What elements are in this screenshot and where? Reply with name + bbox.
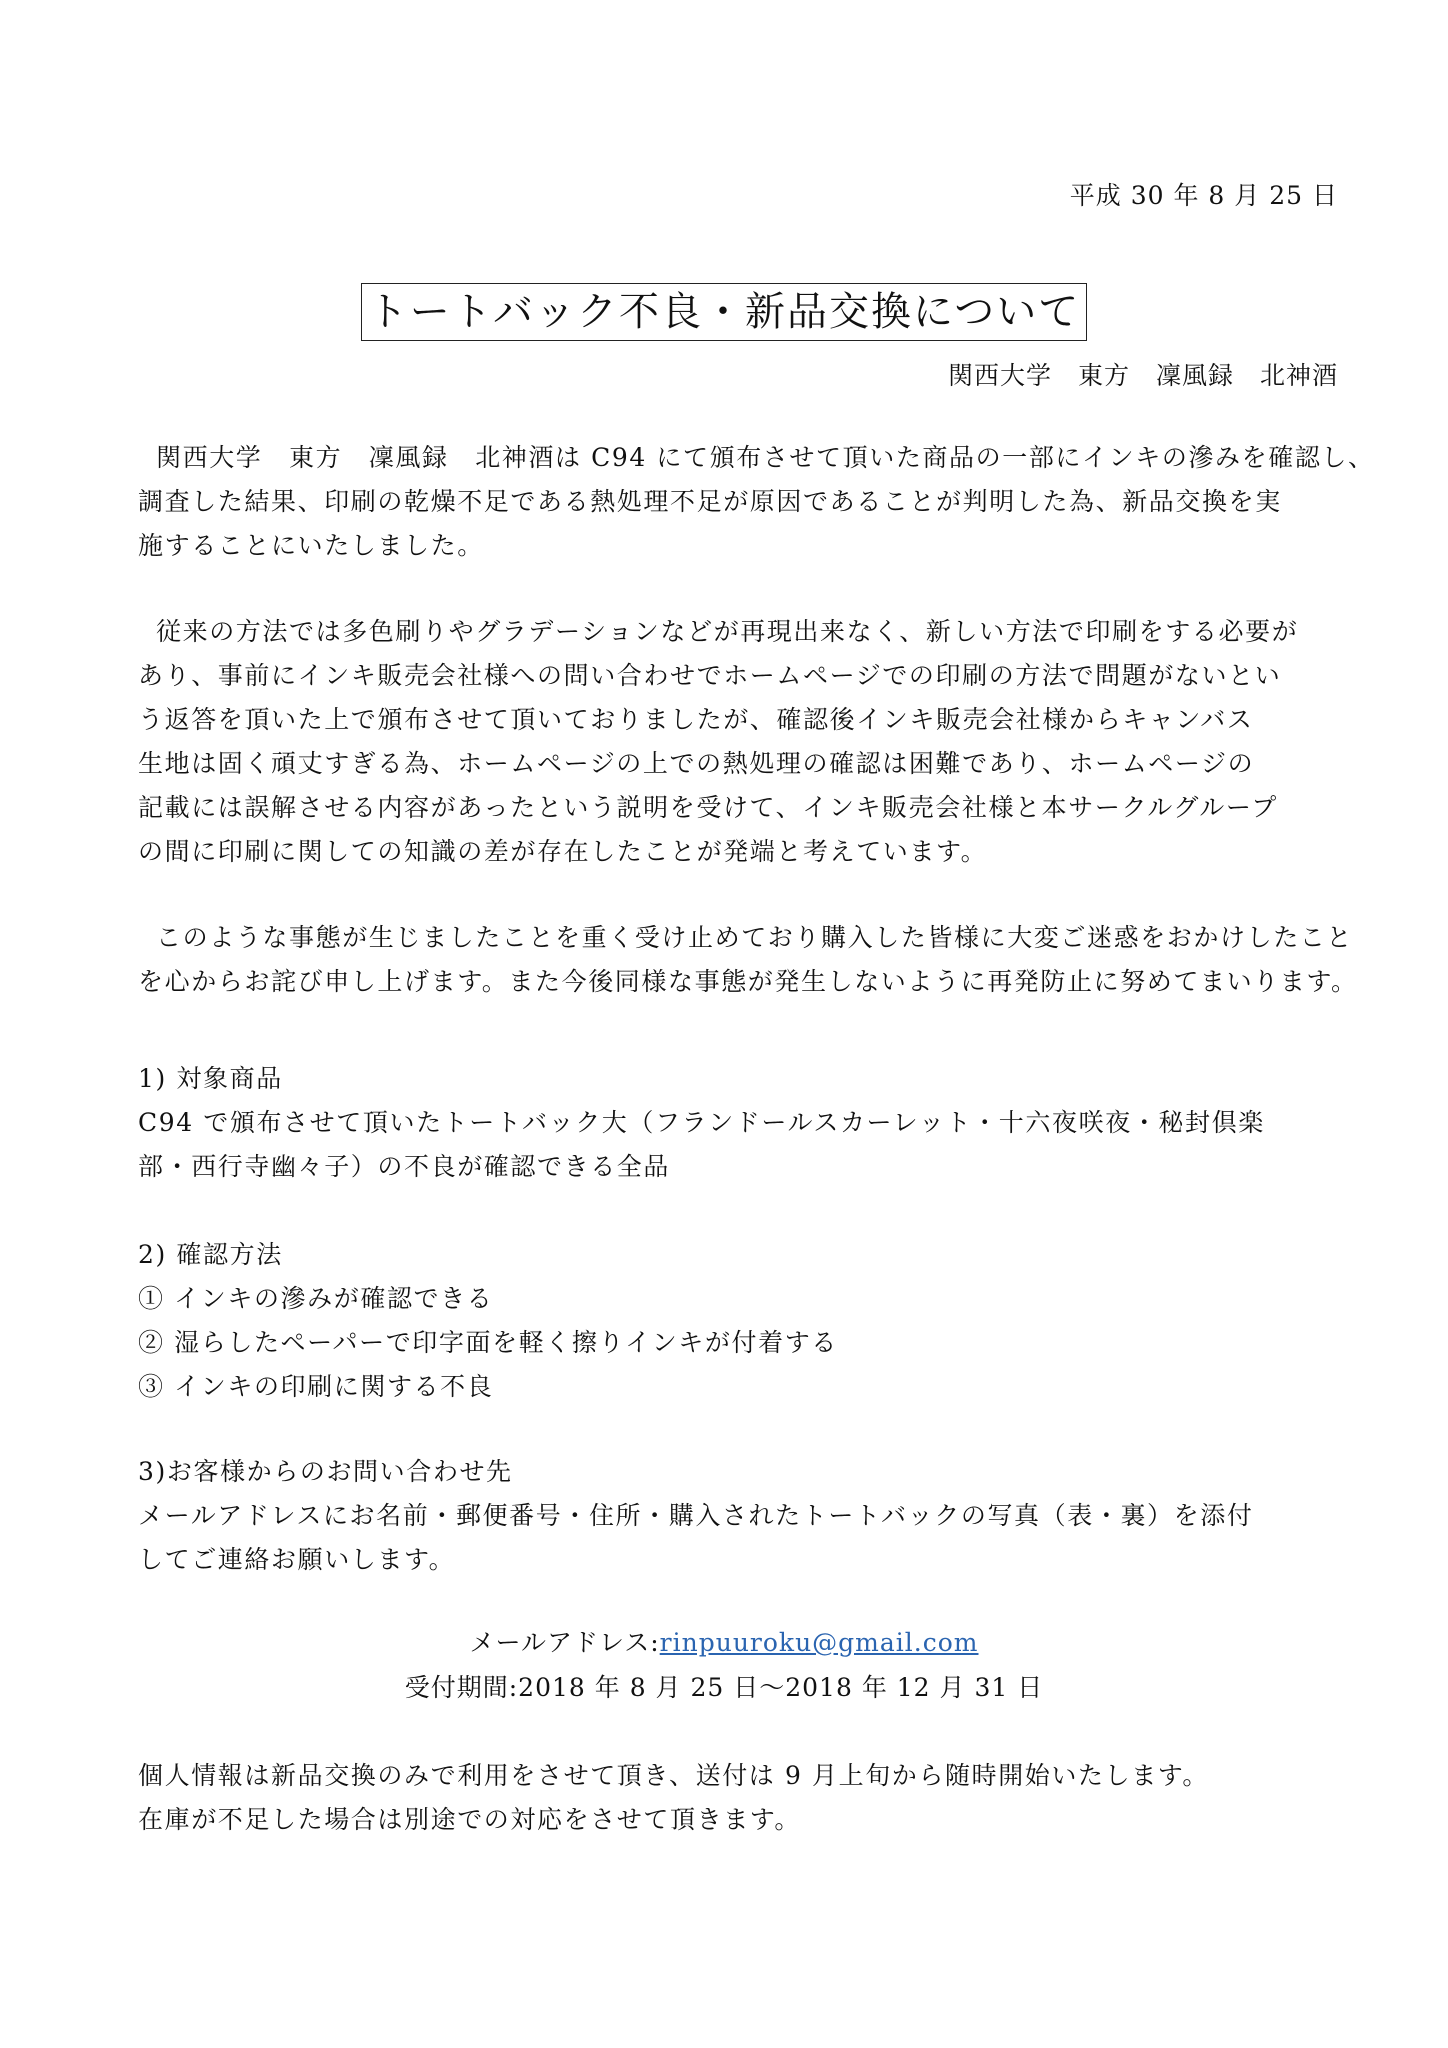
email-label: メールアドレス: [469,1628,660,1657]
check-item: ③ インキの印刷に関する不良 [138,1372,494,1401]
paragraph-line: の間に印刷に関しての知識の差が存在したことが発端と考えています。 [138,837,988,866]
section-line: 部・西行寺幽々子）の不良が確認できる全品 [138,1152,671,1181]
section-line: C94 で頒布させて頂いたトートバック大（フランドールスカーレット・十六夜咲夜・秘封倶楽 [138,1108,1265,1137]
reception-period: 受付期間:2018 年 8 月 25 日～2018 年 12 月 31 日 [404,1673,1044,1702]
section-target-products [138,1057,1328,1189]
apology-paragraph [138,916,1358,1004]
explanation-paragraph [138,610,1328,874]
section-heading: 2) 確認方法 [138,1240,283,1269]
document-title: トートバック不良・新品交換について [361,283,1087,341]
paragraph-line: 施することにいたしました。 [138,531,484,560]
paragraph-line: 調査した結果、印刷の乾燥不足である熱処理不足が原因であることが判明した為、新品交換を実 [138,487,1282,516]
footer-notes [138,1754,1328,1842]
paragraph-line: を心からお詫び申し上げます。また今後同様な事態が発生しないように再発防止に努めてまいります。 [138,967,1358,996]
paragraph-line: 生地は固く頑丈すぎる為、ホームページの上での熱処理の確認は困難であり、ホームページの [138,749,1255,778]
intro-paragraph [138,436,1375,568]
paragraph-line: 従来の方法では多色刷りやグラデーションなどが再現出来なく、新しい方法で印刷をする必要が [156,617,1299,646]
section-heading: 1) 対象商品 [138,1064,283,1093]
section-heading: 3)お客様からのお問い合わせ先 [138,1457,513,1486]
email-link[interactable]: rinpuuroku@gmail.com [659,1628,979,1657]
paragraph-line: このような事態が生じましたことを重く受け止めており購入した皆様に大変ご迷惑をおかけしたこと [156,923,1354,952]
section-line: メールアドレスにお名前・郵便番号・住所・購入されたトートバックの写真（表・裏）を添付 [138,1501,1254,1530]
section-contact [138,1450,1328,1582]
section-line: してご連絡お願いします。 [138,1545,456,1574]
document-date: 平成 30 年 8 月 25 日 [1069,181,1338,210]
check-item: ② 湿らしたペーパーで印字面を軽く擦りインキが付着する [138,1328,838,1357]
paragraph-line: 関西大学 東方 凜風録 北神酒は C94 にて頒布させて頂いた商品の一部にインキの滲みを確認し、 [156,443,1375,472]
paragraph-line: 記載には誤解させる内容があったという説明を受けて、インキ販売会社様と本サークルグループ [138,793,1278,822]
paragraph-line: う返答を頂いた上で頒布させて頂いておりましたが、確認後インキ販売会社様からキャンバス [138,705,1254,734]
contact-email-line [0,1623,1448,1659]
check-item: ① インキの滲みが確認できる [138,1284,494,1313]
section-check-method [138,1233,1328,1409]
footer-line: 在庫が不足した場合は別途での対応をさせて頂きます。 [138,1805,802,1834]
footer-line: 個人情報は新品交換のみで利用をさせて頂き、送付は 9 月上旬から随時開始いたします。 [138,1761,1210,1790]
document-author: 関西大学 東方 凜風録 北神酒 [947,361,1338,390]
paragraph-line: あり、事前にインキ販売会社様への問い合わせでホームページでの印刷の方法で問題がないとい [138,661,1282,690]
title-wrapper [0,283,1448,341]
